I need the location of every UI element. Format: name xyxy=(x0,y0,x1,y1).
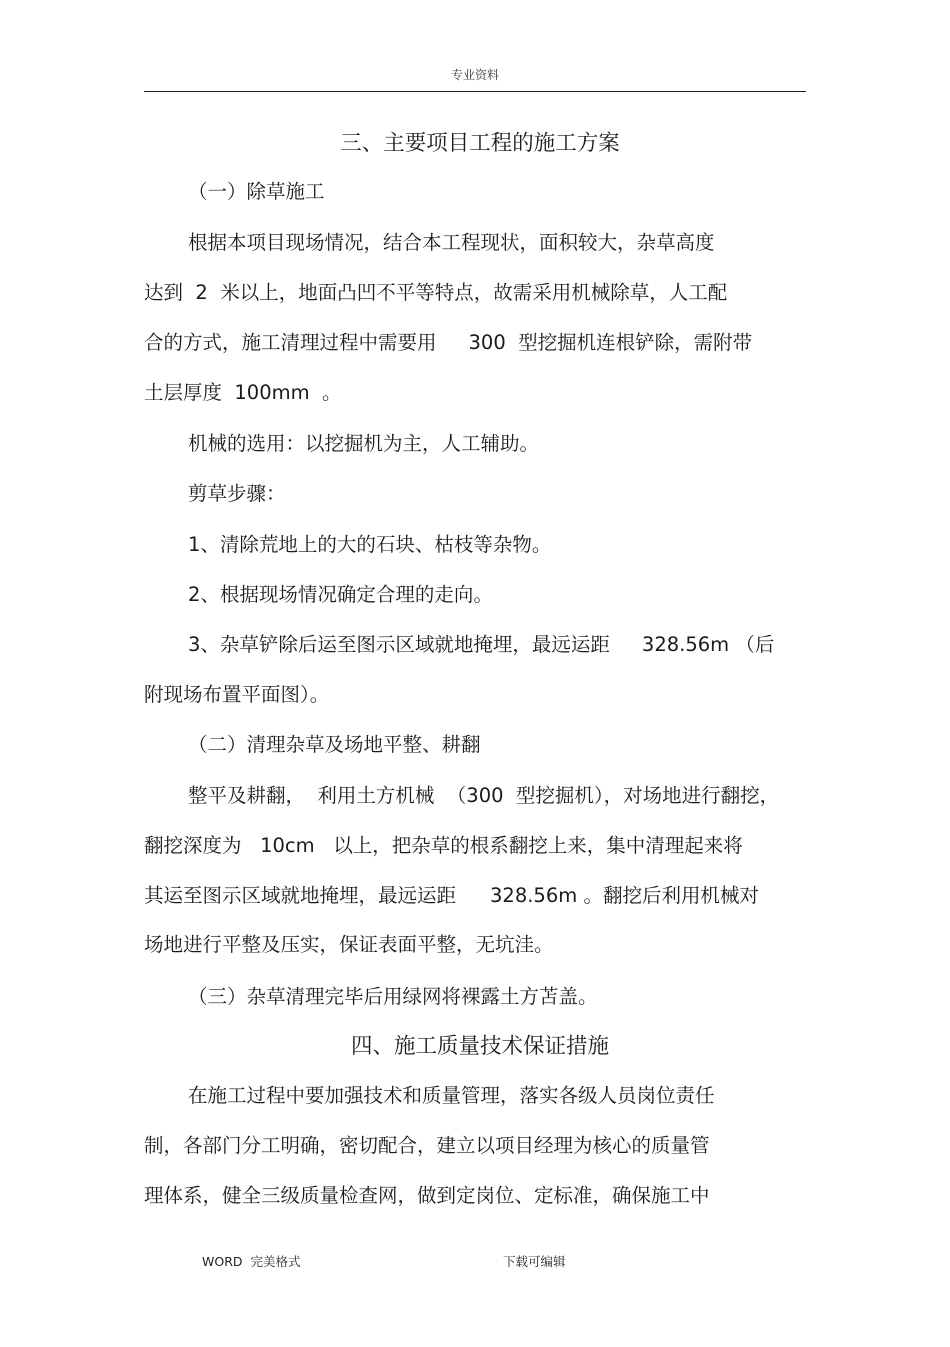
paragraph-line: 合的方式，施工清理过程中需要用 300 型挖掘机连根铲除，需附带 xyxy=(144,331,753,354)
subsection-2-title: （二）清理杂草及场地平整、耕翻 xyxy=(188,733,481,756)
subsection-1-title: （一）除草施工 xyxy=(188,180,325,203)
paragraph-line: 翻挖深度为 10cm 以上，把杂草的根系翻挖上来，集中清理起来将 xyxy=(144,834,743,857)
paragraph-line: 根据本项目现场情况，结合本工程现状，面积较大，杂草高度 xyxy=(188,231,715,254)
subsection-3-title: （三）杂草清理完毕后用绿网将裸露土方苫盖。 xyxy=(188,985,598,1008)
section-3-title: 三、主要项目工程的施工方案 xyxy=(340,131,620,156)
step-3: 3、杂草铲除后运至图示区域就地掩埋，最远运距 328.56m （后 xyxy=(188,633,775,656)
page-header: 专业资料 xyxy=(450,68,499,82)
machinery-line: 机械的选用：以挖掘机为主，人工辅助。 xyxy=(188,432,540,455)
paragraph-line: 达到 2 米以上，地面凸凹不平等特点，故需采用机械除草，人工配 xyxy=(144,281,728,304)
paragraph-line: 整平及耕翻， 利用土方机械 （300 型挖掘机），对场地进行翻挖， xyxy=(188,784,780,807)
footer-right: 下载可编辑 xyxy=(503,1254,566,1269)
step-2: 2、根据现场情况确定合理的走向。 xyxy=(188,583,493,606)
header-divider xyxy=(144,91,806,92)
paragraph-line: 土层厚度 100mm 。 xyxy=(144,381,342,404)
paragraph-line: 在施工过程中要加强技术和质量管理，落实各级人员岗位责任 xyxy=(188,1084,715,1107)
step-1: 1、清除荒地上的大的石块、枯枝等杂物。 xyxy=(188,533,552,556)
section-4-title: 四、施工质量技术保证措施 xyxy=(350,1034,609,1059)
paragraph-line: 理体系，健全三级质量检查网，做到定岗位、定标准，确保施工中 xyxy=(144,1184,710,1207)
paragraph-line: 场地进行平整及压实，保证表面平整，无坑洼。 xyxy=(144,933,554,956)
paragraph-line: 制，各部门分工明确，密切配合，建立以项目经理为核心的质量管 xyxy=(144,1134,710,1157)
footer-left: WORD 完美格式 xyxy=(202,1254,301,1269)
paragraph-line: 其运至图示区域就地掩埋，最远运距 328.56m 。翻挖后利用机械对 xyxy=(144,884,759,907)
steps-title: 剪草步骤： xyxy=(188,482,286,505)
step-3-continued: 附现场布置平面图）。 xyxy=(144,683,330,706)
